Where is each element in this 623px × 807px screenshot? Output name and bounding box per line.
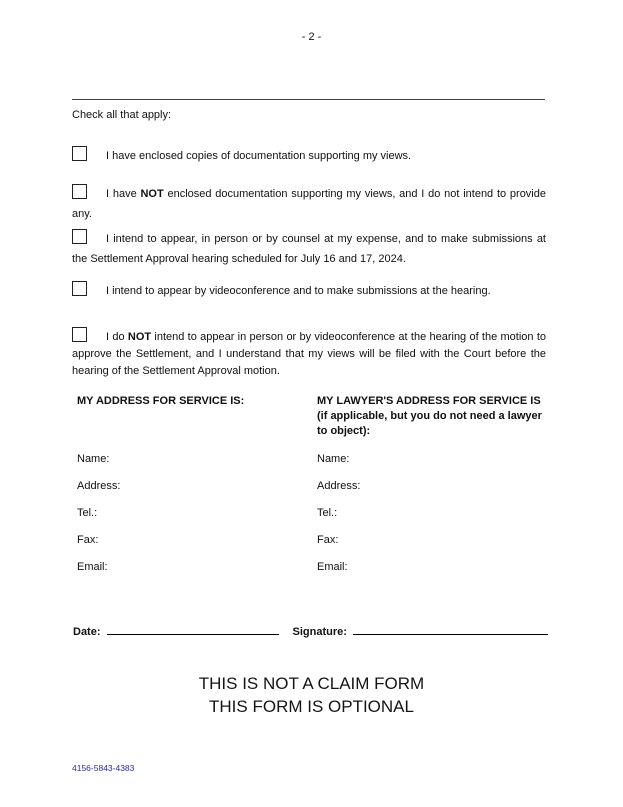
lawyer-tel-label: Tel.:	[317, 507, 338, 519]
check-item-text: I intend to appear by videoconference and to make submissions at the hearing.	[106, 285, 491, 297]
check-item-text-bold: NOT	[140, 188, 164, 200]
check-item-enclosed-docs	[72, 146, 546, 166]
lawyer-address-label: Address:	[317, 480, 361, 492]
signature-fill-line[interactable]	[353, 622, 548, 635]
my-address-label: Address:	[77, 480, 121, 492]
check-item-text: I have	[106, 188, 141, 200]
lawyer-name-label: Name:	[317, 453, 350, 465]
divider-line	[72, 99, 545, 100]
my-name-label: Name:	[77, 453, 110, 465]
check-item-text-bold: NOT	[127, 331, 152, 343]
notice-block	[0, 672, 623, 718]
date-signature-row	[73, 622, 548, 638]
lawyer-address-column	[317, 394, 552, 587]
my-fax-label: Fax:	[77, 534, 99, 546]
date-fill-line[interactable]	[107, 622, 279, 635]
checkbox-appear-in-person[interactable]	[72, 229, 87, 244]
date-label: Date:	[73, 626, 101, 638]
checkbox-appear-videoconference[interactable]	[72, 281, 87, 296]
check-item-not-enclosed-docs	[72, 184, 546, 224]
form-optional-text: THIS FORM IS OPTIONAL	[209, 697, 414, 716]
check-item-text: intend to appear in person or by videoconference at the hearing of the motion to approve the Settlement, and I understand that my views will be filed with the Court before the hearing of the Settlement Approval motion.	[72, 331, 546, 377]
signature-label: Signature:	[292, 626, 347, 638]
lawyer-fax-label: Fax:	[317, 534, 339, 546]
check-item-not-appear	[72, 327, 546, 380]
my-tel-label: Tel.:	[77, 507, 98, 519]
my-email-label: Email:	[77, 561, 108, 573]
checkbox-not-enclosed-docs[interactable]	[72, 184, 87, 199]
not-claim-form-text: THIS IS NOT A CLAIM FORM	[198, 674, 425, 693]
check-item-text: I intend to appear, in person or by counsel at my expense, and to make submissions at the Settlement Approval hearing scheduled for July 16 and 17, 2024.	[72, 233, 546, 265]
document-number: 4156-5843-4383	[72, 763, 135, 773]
page-number: - 2 -	[301, 31, 322, 43]
lawyer-address-header: MY LAWYER'S ADDRESS FOR SERVICE IS (if applicable, but you do not need a lawyer to object):	[317, 395, 542, 437]
check-item-appear-videoconference	[72, 281, 546, 301]
checkbox-enclosed-docs[interactable]	[72, 146, 87, 161]
my-address-column	[77, 394, 307, 587]
check-item-text: I have enclosed copies of documentation supporting my views.	[106, 150, 412, 162]
check-item-appear-in-person	[72, 229, 546, 269]
lawyer-email-label: Email:	[317, 561, 348, 573]
check-all-instruction: Check all that apply:	[72, 109, 172, 121]
checkbox-not-appear[interactable]	[72, 327, 87, 342]
my-address-header: MY ADDRESS FOR SERVICE IS:	[77, 395, 245, 407]
check-item-text: I do	[106, 331, 128, 343]
check-item-text: enclosed documentation supporting my views, and I do not intend to provide any.	[72, 188, 546, 220]
